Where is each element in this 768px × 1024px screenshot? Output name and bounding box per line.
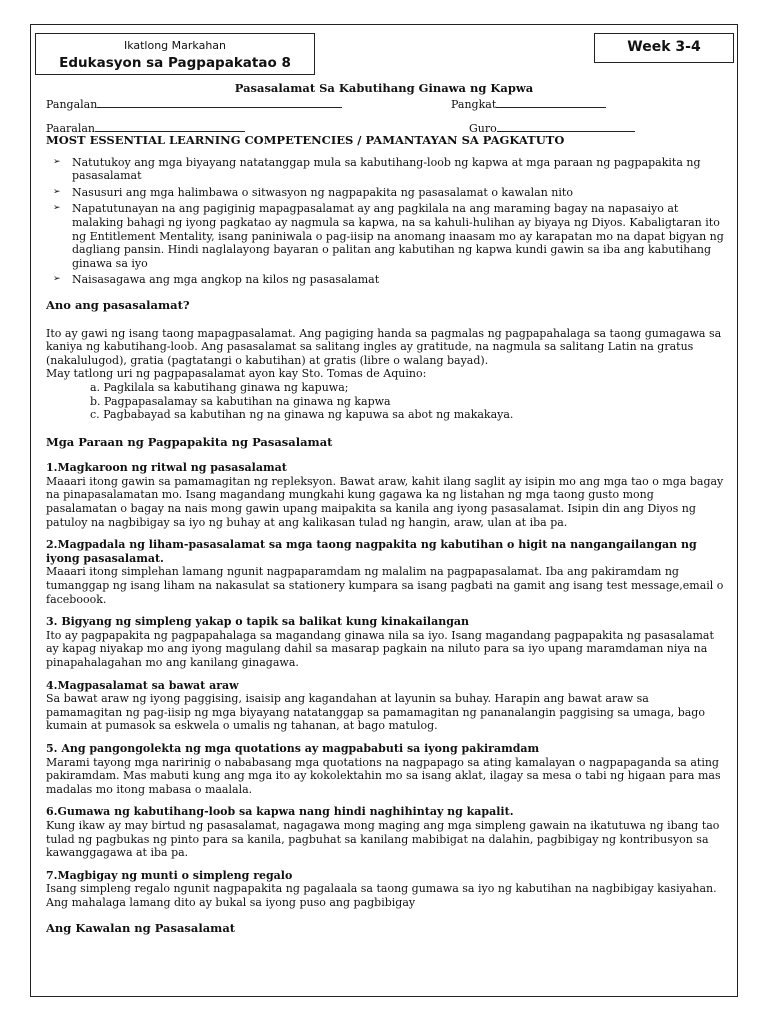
method-item	[46, 538, 726, 606]
section-heading-pasasalamat: Ano ang pasasalamat?	[46, 297, 190, 312]
competency-item: ➢ Naisasagawa ang mga angkop na kilos ng pasasalamat	[53, 273, 380, 287]
method-item	[46, 742, 726, 796]
method-item	[46, 805, 726, 859]
section-heading-paraan: Mga Paraan ng Pagpapakita ng Pasasalamat	[46, 434, 333, 449]
list-item: c. Pagbabayad sa kabutihan ng na ginawa ng kapuwa sa abot ng makakaya.	[90, 408, 514, 422]
competency-item: ➢ Napatutunayan na ang pagiginig mapagpasalamat ay ang pagkilala na ang maraming bagay na napasaiyo at malaking bahagi ng iyong pagkatao ay nagmula sa kapwa, na sa kahuli-hulihan ay biyaya ng Diyos. Kabaligtaran ito ng Entitlement Mentality, isang paniniwala o pag-iisip na anomang inaasam mo ay karapatan mo na dapat bigyan ng dagliang pansin. Hindi naglalayong bayaran o palitan ang kabutihan ng kapwa kundi gawin sa iba ang kabutihang ginawa sa iyo	[53, 202, 724, 270]
field-guro-label: Guro	[469, 122, 497, 135]
method-item	[46, 461, 726, 529]
list-item: a. Pagkilala sa kabutihang ginawa ng kapuwa;	[90, 380, 349, 394]
method-heading: 2.Magpadala ng liham-pasasalamat sa mga taong nagpakita ng kabutihan o higit na nangangailangan ng iyong pasasalamat.	[46, 538, 697, 565]
competency-item: ➢ Natutukoy ang mga biyayang natatanggap mula sa kabutihang-loob ng kapwa at mga paraan ng pagpapakita ng pasasalamat	[53, 155, 701, 183]
field-paaralan-line[interactable]	[95, 121, 245, 132]
section-paragraph: Ito ay gawi ng isang taong mapagpasalamat. Ang pagiging handa sa pagmalas ng pagpapahalaga sa taong gumagawa sa kaniya ng kabutihang-loob. Ang pasasalamat sa salitang ingles ay gratitude, na nagmula sa salitang Latin na gratus (nakalulugod), gratia (pagtatangi o kabutihan) at gratis (libre o walang bayad).	[46, 326, 722, 367]
week-box: Week 3-4	[594, 33, 734, 63]
competency-list	[46, 156, 726, 287]
arrow-bullet-icon: ➢	[53, 274, 61, 285]
document-title: Pasasalamat Sa Kabutihang Ginawa ng Kapwa	[234, 81, 534, 95]
content	[46, 134, 726, 935]
method-heading: 7.Magbigay ng munti o simpleng regalo	[46, 868, 293, 882]
melc-heading: MOST ESSENTIAL LEARNING COMPETENCIES / PAMANTAYAN SA PAGKATUTO	[46, 133, 565, 147]
method-item	[46, 869, 726, 910]
arrow-bullet-icon: ➢	[53, 203, 61, 214]
method-heading: 4.Magpasalamat sa bawat araw	[46, 678, 239, 692]
section-intro: May tatlong uri ng pagpapasalamat ayon kay Sto. Tomas de Aquino:	[46, 367, 427, 381]
field-pangkat-line[interactable]	[496, 97, 606, 108]
header-subject-box	[35, 33, 315, 75]
method-heading: 3. Bigyang ng simpleng yakap o tapik sa balikat kung kinakailangan	[46, 615, 470, 629]
field-pangalan-label: Pangalan	[46, 98, 98, 111]
method-heading: 6.Gumawa ng kabutihang-loob sa kapwa nang hindi naghihintay ng kapalit.	[46, 805, 514, 819]
competency-item: ➢ Nasusuri ang mga halimbawa o sitwasyon ng nagpapakita ng pasasalamat o kawalan nito	[53, 185, 573, 199]
aquino-list	[46, 381, 726, 422]
list-item: b. Pagpapasalamay sa kabutihan na ginawa ng kapwa	[90, 394, 391, 408]
method-item	[46, 615, 726, 669]
method-text: Ito ay pagpapakita ng pagpapahalaga sa magandang ginawa nila sa iyo. Isang magandang pagpapakita ng pasasalamat ay kapag niyakap mo ang iyong magulang dahil sa masarap pagkain na niluto para sa iyo upang maramdaman niya na pinapahalagahan mo ang kanilang ginagawa.	[46, 628, 714, 669]
method-text: Isang simpleng regalo ngunit nagpapakita ng pagalaala sa taong gumawa sa iyo ng kabutihan na nagbibigay kasiyahan. Ang mahalaga lamang dito ay bukal sa iyong puso ang pagbibigay	[46, 882, 717, 909]
arrow-bullet-icon: ➢	[53, 186, 61, 197]
field-guro-line[interactable]	[497, 121, 635, 132]
quarter-label: Ikatlong Markahan	[123, 39, 227, 52]
method-text: Kung ikaw ay may birtud ng pasasalamat, nagagawa mong maging ang mga simpleng gawain na ikatutuwa ng ibang tao tulad ng pagbukas ng pinto para sa kanila, pagbuhat sa kanilang mabibigat na dalahin, pagbibigay ng kontribusyon sa kawanggagawa at iba pa.	[46, 818, 720, 860]
section-heading-kawalan: Ang Kawalan ng Pasasalamat	[46, 920, 236, 935]
field-pangalan-line[interactable]	[97, 97, 342, 108]
arrow-bullet-icon: ➢	[53, 156, 61, 167]
field-pangkat-label: Pangkat	[451, 98, 497, 111]
field-paaralan-label: Paaralan	[46, 122, 96, 135]
method-text: Maaari itong gawin sa pamamagitan ng repleksyon. Bawat araw, kahit ilang saglit ay isipin mo ang mga tao o mga bagay na pinapasalamatan mo. Isang magandang mungkahi kung gagawa ka ng listahan ng mga taong gusto mong pasalamatan o bagay na nais mong gawin upang maipakita sa kanila ang iyong pasasalamat. Isipin din ang Diyos ng patuloy na nagbibigay sa iyo ng buhay at ang kalikasan tulad ng hangin, araw, ulan at iba pa.	[46, 474, 724, 529]
method-text: Marami tayong mga naririnig o nababasang mga quotations na nagpapago sa ating kamalayan o nagpapaganda sa ating pakiramdam. Mas mabuti kung ang mga ito ay kokolektahin mo sa isang aklat, ilagay sa mesa o tabi ng higaan para mas madalas mo itong mabasa o maalala.	[46, 755, 721, 796]
method-text: Maaari itong simplehan lamang ngunit nagpaparamdam ng malalim na pagpapasalamat. Iba ang pakiramdam ng tumanggap ng isang liham na nakasulat sa stationery kumpara sa isang pagbati na gamit ang isang test message,email o faceboook.	[46, 565, 724, 606]
method-heading: 1.Magkaroon ng ritwal ng pasasalamat	[46, 461, 287, 475]
subject-label: Edukasyon sa Pagpapakatao 8	[59, 55, 291, 71]
field-pangkat	[451, 97, 606, 111]
method-text: Sa bawat araw ng iyong paggising, isaisip ang kagandahan at layunin sa buhay. Harapin ang bawat araw sa pamamagitan ng pag-iisip ng mga biyayang natatanggap sa pamamagitan ng pananalangin paggising sa umaga, bago kumain at pumasok sa eskwela o umalis ng tahanan, at bago matulog.	[46, 692, 705, 733]
method-heading: 5. Ang pangongolekta ng mga quotations ay magpababuti sa iyong pakiramdam	[46, 741, 540, 755]
field-pangalan	[46, 97, 342, 111]
method-item	[46, 679, 726, 733]
